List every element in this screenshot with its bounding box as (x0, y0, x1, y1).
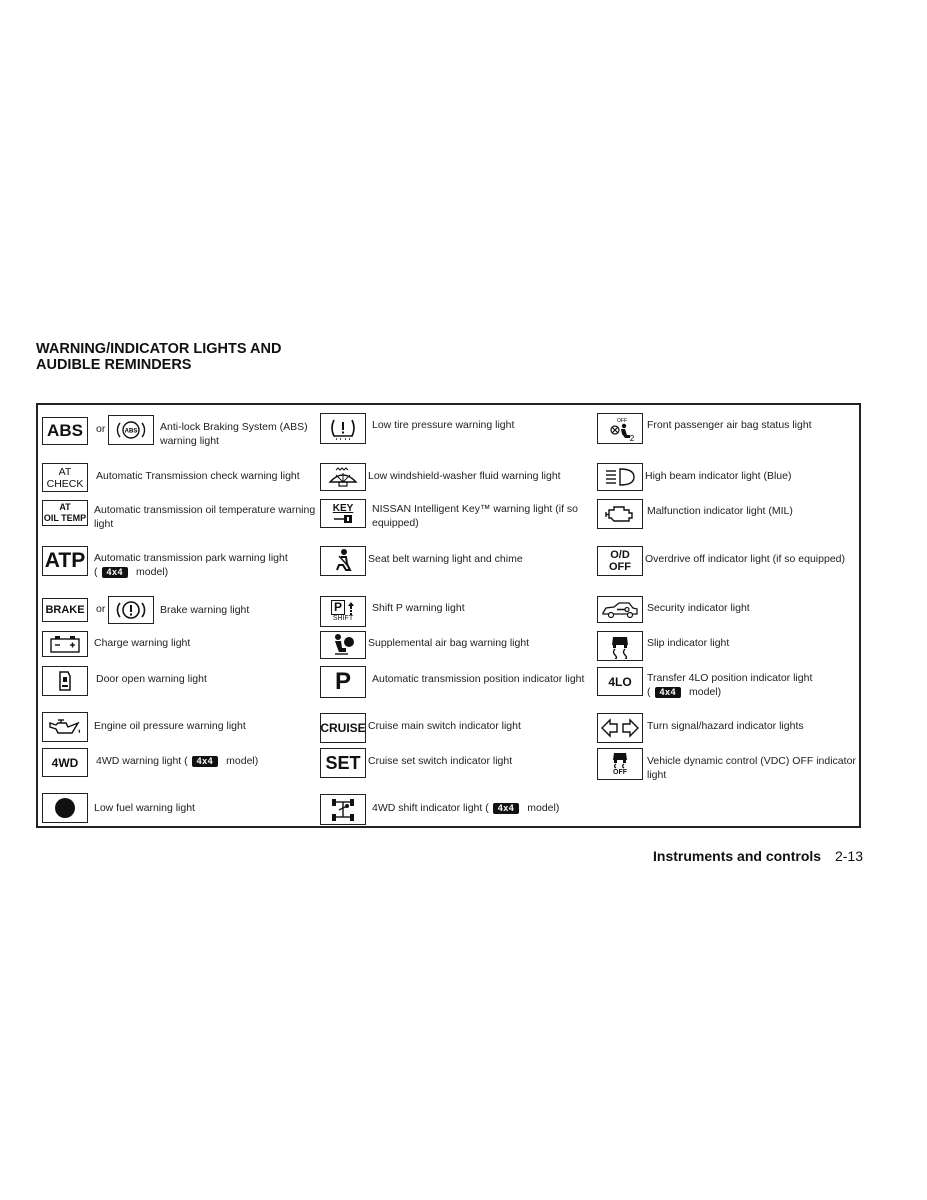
slip-label: Slip indicator light (647, 637, 730, 649)
row-abs (38, 415, 318, 447)
turn-signal-icon (597, 713, 643, 743)
row-high-beam (593, 463, 863, 493)
shift-p-icon (320, 596, 366, 627)
at-oil-icon-line2: OIL TEMP (43, 513, 87, 523)
airbag-icon (320, 631, 366, 659)
tire-pressure-icon (320, 413, 366, 444)
row-cruise (316, 713, 596, 745)
seatbelt-label: Seat belt warning light and chime (368, 553, 523, 565)
row-brake (38, 596, 318, 626)
brake-text-icon: BRAKE (42, 598, 88, 622)
at-oil-icon-line1: AT (59, 502, 71, 512)
indicator-lights-table (36, 403, 861, 828)
at-check-label: Automatic Transmission check warning light (96, 470, 300, 482)
page-title (36, 341, 436, 373)
brake-label: Brake warning light (160, 604, 250, 616)
atp-label-model: model) (136, 566, 169, 578)
or-label: or (96, 603, 106, 615)
abs-circle-text: ABS (124, 428, 138, 435)
tire-label: Low tire pressure warning light (372, 419, 515, 431)
4lo-label-model: model) (689, 686, 722, 698)
row-at-check (38, 463, 318, 493)
at-oil-label-line2: light (94, 518, 114, 530)
4x4-badge: 4x4 (493, 803, 520, 814)
atp-label (94, 551, 288, 579)
oil-label: Engine oil pressure warning light (94, 720, 246, 732)
abs-label (160, 420, 308, 448)
row-oil (38, 712, 318, 744)
row-4lo (593, 667, 863, 701)
washer-label: Low windshield-washer fluid warning light (368, 470, 561, 482)
row-turn-signal (593, 713, 863, 745)
p-position-icon (320, 666, 366, 698)
4wd-shift-label (372, 801, 559, 815)
4x4-badge: 4x4 (192, 756, 219, 767)
4x4-badge: 4x4 (655, 687, 682, 698)
seatbelt-icon (320, 546, 366, 576)
page-footer (653, 848, 863, 864)
abs-label-line2: warning light (160, 435, 219, 447)
high-beam-label: High beam indicator light (Blue) (645, 470, 792, 482)
4lo-icon: 4LO (597, 667, 643, 696)
od-off-icon (597, 546, 643, 576)
cruise-label: Cruise main switch indicator light (368, 720, 521, 732)
4wd-icon: 4WD (42, 748, 88, 777)
vdc-off-text: OFF (613, 769, 627, 776)
charge-label: Charge warning light (94, 637, 191, 649)
4lo-label-paren: ( (647, 686, 651, 698)
key-label-line2: equipped) (372, 517, 419, 529)
atp-label-paren: ( (94, 566, 98, 578)
high-beam-icon (597, 463, 643, 491)
set-label: Cruise set switch indicator light (368, 755, 513, 767)
vdc-label-line2: light (647, 769, 667, 781)
4wd-label (96, 754, 258, 768)
shift-p-letter: P (331, 600, 345, 615)
at-oil-temp-label (94, 503, 315, 531)
row-4wd (38, 748, 318, 778)
4x4-badge: 4x4 (102, 567, 129, 578)
row-slip (593, 631, 863, 663)
turn-signal-label: Turn signal/hazard indicator lights (647, 720, 804, 732)
row-airbag (316, 631, 596, 661)
brake-circle-icon (108, 596, 154, 624)
row-door (38, 666, 318, 698)
abs-circle-icon (108, 415, 154, 445)
row-mil (593, 499, 863, 531)
passenger-label: Front passenger air bag status light (647, 419, 812, 431)
shift-p-subtext: SHIFT (332, 615, 354, 622)
vdc-off-icon (597, 748, 643, 780)
at-check-icon (42, 463, 88, 492)
title-line-2: AUDIBLE REMINDERS (36, 357, 192, 373)
engine-icon (597, 499, 643, 529)
slip-icon (597, 631, 643, 661)
at-oil-temp-icon (42, 500, 88, 526)
key-label (372, 502, 578, 530)
atp-label-line2 (94, 565, 288, 579)
or-label: or (96, 423, 106, 435)
column-1 (38, 405, 318, 826)
4wd-label-model: model) (226, 755, 259, 767)
row-charge (38, 631, 318, 661)
4wd-shift-label-model: model) (527, 802, 560, 814)
row-key (316, 499, 596, 531)
security-car-icon (597, 596, 643, 623)
battery-icon (42, 631, 88, 657)
od-label: Overdrive off indicator light (if so equipped) (645, 553, 845, 565)
row-set (316, 748, 596, 780)
vdc-label (647, 754, 856, 782)
mil-label: Malfunction indicator light (MIL) (647, 505, 793, 517)
od-icon-line2: OFF (609, 561, 631, 573)
title-line-1: WARNING/INDICATOR LIGHTS AND (36, 341, 282, 357)
airbag-label: Supplemental air bag warning light (368, 637, 530, 649)
washer-fluid-icon (320, 463, 366, 491)
passenger-number: 2 (629, 433, 635, 443)
key-icon (320, 499, 366, 528)
p-position-letter: P (334, 668, 351, 695)
row-security (593, 596, 863, 626)
passenger-airbag-icon (597, 413, 643, 444)
abs-text-icon: ABS (42, 417, 88, 445)
4lo-label (647, 671, 812, 699)
4wd-label-text: 4WD warning light ( (96, 755, 188, 767)
row-4wd-shift (316, 794, 596, 826)
at-position-label: Automatic transmission position indicator light (372, 673, 585, 685)
row-seatbelt (316, 546, 596, 578)
column-2 (316, 405, 596, 826)
set-icon: SET (320, 748, 366, 778)
4wd-shift-icon (320, 794, 366, 825)
security-label: Security indicator light (647, 602, 750, 614)
atp-label-line1: Automatic transmission park warning light (94, 552, 288, 564)
row-atp (38, 546, 318, 580)
row-passenger-airbag (593, 413, 863, 445)
row-overdrive (593, 546, 863, 578)
at-check-icon-line1: AT (58, 465, 72, 478)
row-fuel (38, 793, 318, 825)
at-oil-label-line1: Automatic transmission oil temperature warning (94, 504, 316, 516)
at-check-icon-line2: CHECK (46, 477, 84, 490)
row-at-oil-temp (38, 500, 318, 532)
key-label-line1: NISSAN Intelligent Key™ warning light (if so (372, 503, 579, 515)
oil-can-icon (42, 712, 88, 742)
cruise-icon: CRUISE (320, 713, 366, 743)
4lo-label-line2 (647, 685, 812, 699)
row-at-position (316, 666, 596, 700)
abs-label-line1: Anti-lock Braking System (ABS) (160, 421, 308, 433)
fuel-label: Low fuel warning light (94, 802, 195, 814)
row-washer (316, 463, 596, 493)
section-name: Instruments and controls (653, 848, 822, 864)
low-fuel-icon (42, 793, 88, 823)
shift-p-label: Shift P warning light (372, 602, 465, 614)
door-open-icon (42, 666, 88, 696)
atp-icon: ATP (42, 546, 88, 576)
passenger-off-text: OFF (617, 417, 627, 424)
row-shift-p (316, 596, 596, 628)
door-label: Door open warning light (96, 673, 207, 685)
row-vdc-off (593, 748, 863, 782)
page-number: 2-13 (834, 848, 863, 864)
4wd-shift-label-text: 4WD shift indicator light ( (372, 802, 489, 814)
vdc-label-line1: Vehicle dynamic control (VDC) OFF indicator (647, 755, 856, 767)
column-3 (593, 405, 863, 826)
key-icon-text: KEY (332, 503, 354, 514)
4lo-label-line1: Transfer 4LO position indicator light (647, 672, 813, 684)
od-icon-line1: O/D (610, 549, 630, 561)
row-tire (316, 413, 596, 445)
